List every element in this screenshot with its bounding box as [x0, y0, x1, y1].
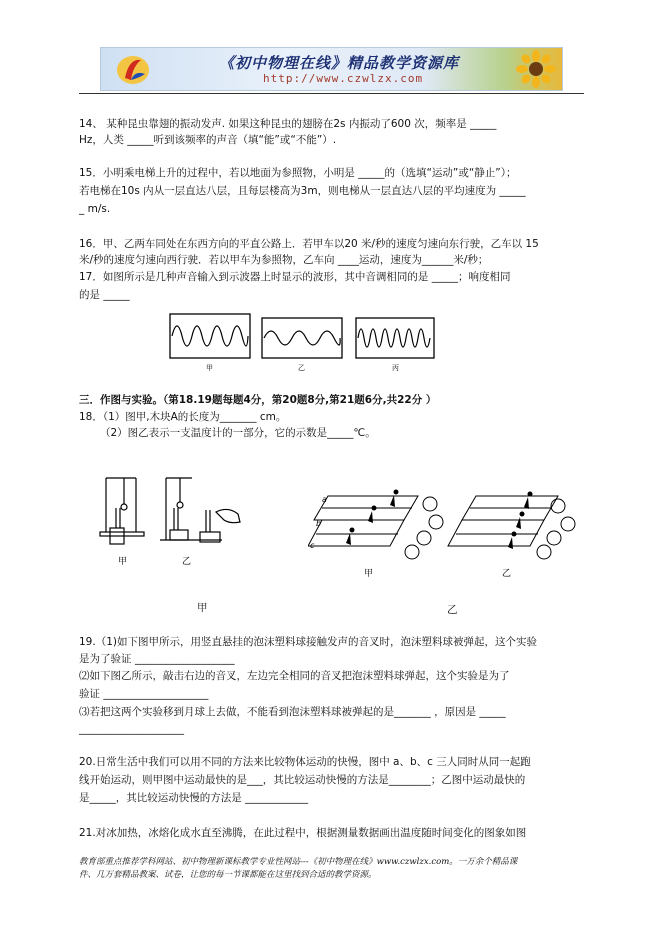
q15-line1: 15．小明乘电梯上升的过程中，若以地面为参照物，小明是 _____的（选填“运动”或“静止”）； — [79, 167, 517, 179]
wave-label-yi: 乙 — [298, 364, 305, 372]
running-track-figure — [308, 486, 580, 580]
q16-line2: 米/秒的速度匀速向西行驶．若以甲车为参照物，乙车向 ____运动，速度为______米/秒； — [79, 254, 489, 266]
waveform-figure — [168, 312, 438, 374]
wave-label-jia: 甲 — [206, 364, 213, 372]
q17-line1: 17．如图所示是几种声音输入到示波器上时显示的波形，其中音调相同的是 _____；响度相同 — [79, 271, 511, 283]
site-banner — [100, 47, 563, 91]
waveform-bing — [356, 318, 434, 358]
track-label-yi: 乙 — [502, 569, 512, 579]
lane-label-a: a — [322, 495, 327, 504]
waveform-yi — [262, 318, 342, 358]
q14-line2: Hz，人类 _____听到该频率的声音（填“能”或“不能”）. — [79, 134, 337, 146]
q19-line4: 验证 ____________________ — [79, 688, 209, 700]
q19-line3: ⑵如下图乙所示，敲击右边的音叉，左边完全相同的音叉把泡沫塑料球弹起，这个实验是为了 — [79, 670, 510, 682]
lane-label-b: b — [316, 519, 322, 528]
q16-line1: 16．甲、乙两车同处在东西方向的平直公路上．若甲车以20 米/秒的速度匀速向东行驶，乙车以 15 — [79, 238, 539, 250]
site-url[interactable]: http://www.czwlzx.com — [263, 72, 424, 85]
track-label-jia: 甲 — [364, 569, 374, 579]
waveform-jia — [170, 314, 250, 358]
q21-line1: 21.对冰加热，冰熔化成水直至沸腾，在此过程中，根据测量数据画出温度随时间变化的图象如图 — [79, 827, 527, 839]
q19-line5: ⑶若把这两个实验移到月球上去做，不能看到泡沫塑料球被弹起的是_______ ，原因是 _____ — [79, 706, 506, 718]
q17-line2: 的是 _____ — [79, 289, 130, 301]
q20-line3: 是_____，其比较运动快慢的方法是 ____________ — [79, 792, 309, 804]
section3-heading: 三．作图与实验。（第18.19题每题4分，第20题8分,第21题6分,共22分 ） — [79, 394, 437, 406]
footer-line2: 件、几万套精品教案、试卷，让您的每一节课都能在这里找到合适的教学资源。 — [79, 870, 377, 880]
fork-label-yi: 乙 — [182, 557, 192, 567]
fork-label-jia: 甲 — [118, 557, 128, 567]
q18-line2: （2）图乙表示一支温度计的一部分，它的示数是_____℃。 — [100, 427, 376, 439]
site-logo-icon — [115, 52, 151, 86]
footer-line1: 教育部重点推荐学科网站、初中物理新课标教学专业性网站---《初中物理在线》www.czwlzx.com。一万余个精品课 — [79, 857, 518, 867]
q19-line6: ____________________ — [79, 723, 184, 735]
figure-caption-yi: 乙 — [447, 604, 458, 616]
header-rule — [79, 93, 584, 94]
q20-line2: 线开始运动，则甲图中运动最快的是___，其比较运动快慢的方法是________；乙图中运动最快的 — [79, 774, 526, 786]
q19-line2: 是为了验证 ___________________ — [79, 653, 235, 665]
q20-line1: 20.日常生活中我们可以用不同的方法来比较物体运动的快慢，图中 a、b、c 三人同时从同一起跑 — [79, 756, 531, 768]
q18-line1: 18．（1）图甲,木块A的长度为_______ cm。 — [79, 411, 287, 423]
wave-label-bing: 丙 — [392, 364, 399, 372]
tuning-fork-figure — [96, 474, 246, 572]
q15-line3: _ m/s. — [79, 203, 111, 215]
figure-caption-jia: 甲 — [197, 602, 208, 614]
sunflower-icon — [516, 50, 556, 88]
site-title: 《初中物理在线》精品教学资源库 — [219, 54, 460, 72]
lane-label-c: c — [310, 541, 315, 550]
q19-line1: 19.（1)如下图甲所示，用竖直悬挂的泡沫塑料球接触发声的音叉时，泡沫塑料球被弹起，这个实验 — [79, 636, 537, 648]
q14-line1: 14、 某种昆虫靠翅的振动发声. 如果这种昆虫的翅膀在2s 内振动了600 次，频率是 _____ — [79, 118, 497, 130]
q15-line2: 若电梯在10s 内从一层直达八层，且每层楼高为3m，则电梯从一层直达八层的平均速度为 _____ — [79, 185, 526, 197]
